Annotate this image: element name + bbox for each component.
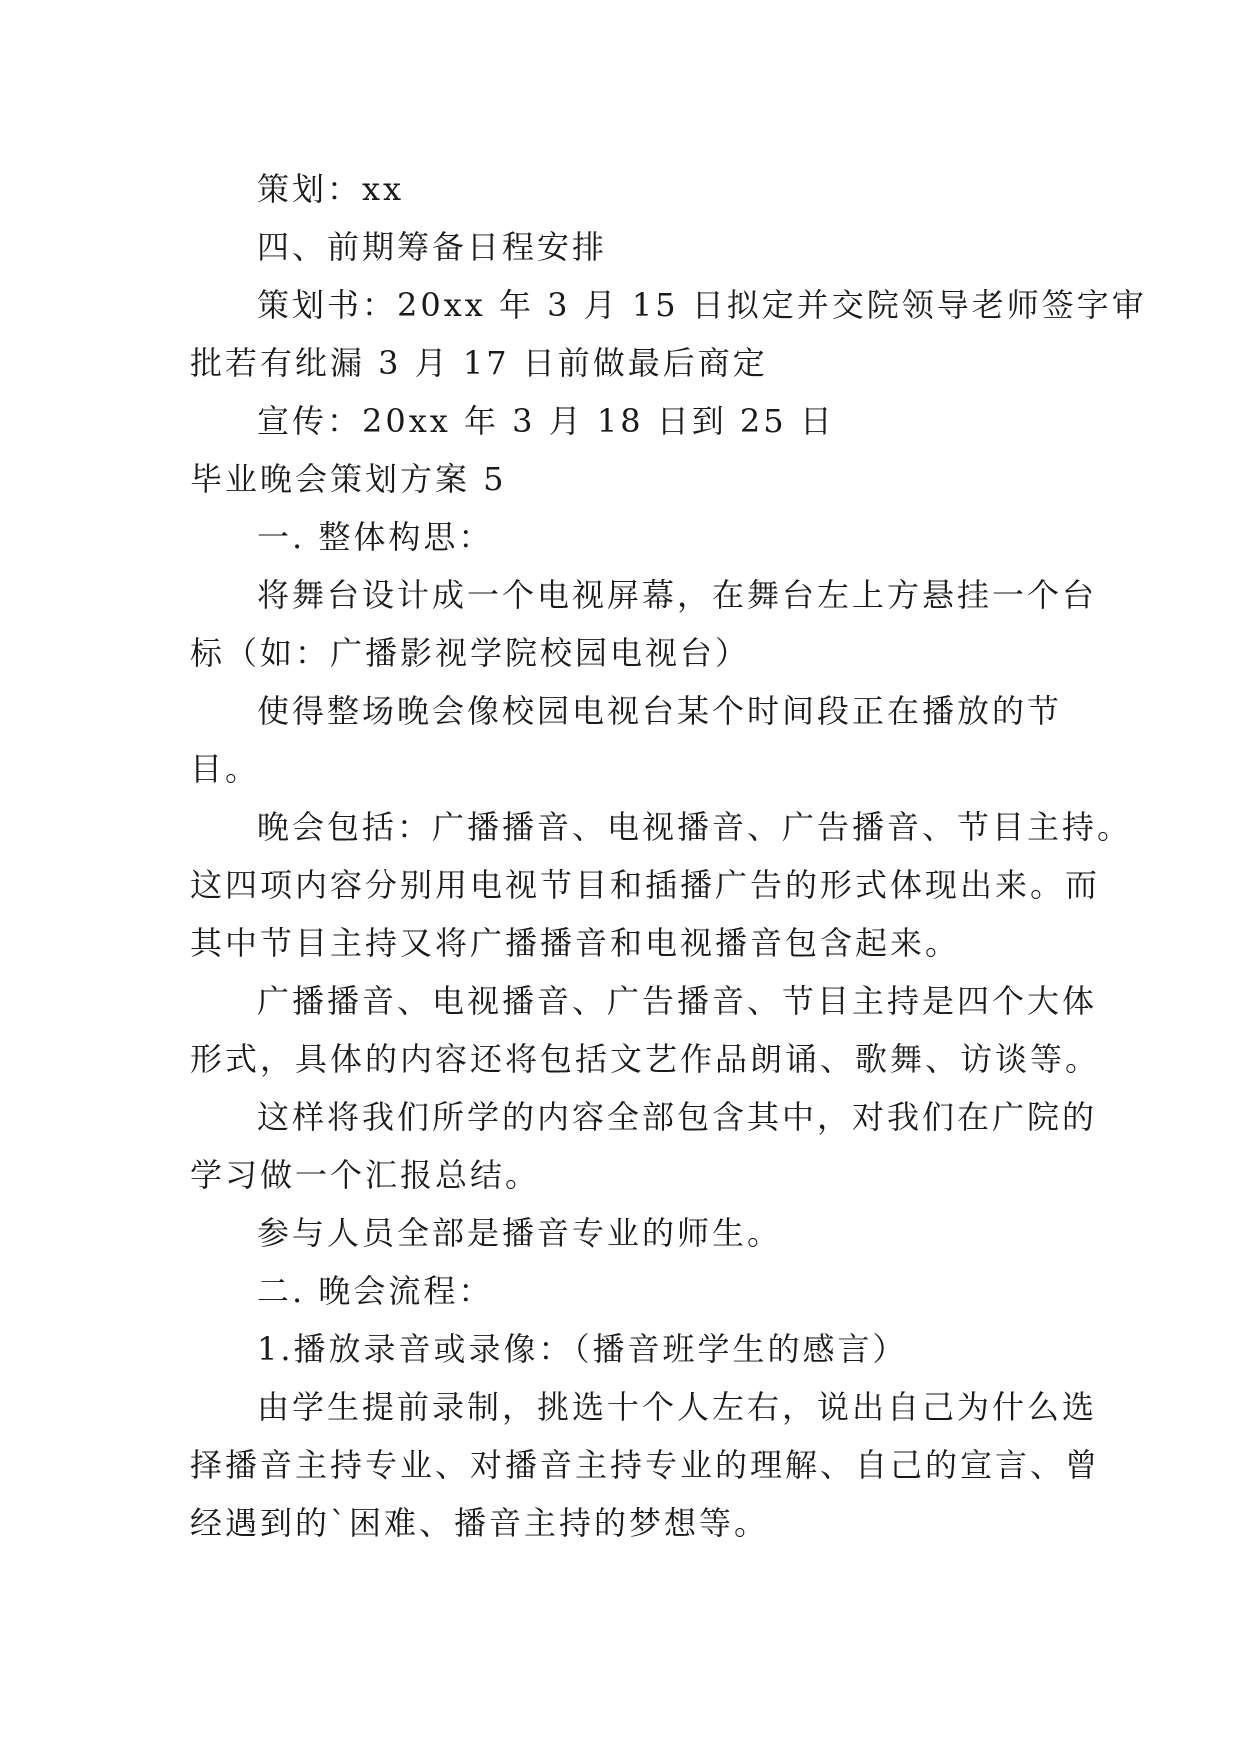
paragraph-line: 经遇到的`困难、播音主持的梦想等。 xyxy=(190,1504,770,1542)
list-item: 1.播放录音或录像：（播音班学生的感言） xyxy=(257,1330,908,1368)
paragraph-line: 由学生提前录制，挑选十个人左右，说出自己为什么选 xyxy=(257,1388,1098,1426)
section-heading-schedule: 四、前期筹备日程安排 xyxy=(257,228,608,266)
paragraph-line: 这四项内容分别用电视节目和插播广告的形式体现出来。而 xyxy=(190,866,1101,904)
paragraph-line: 将舞台设计成一个电视屏幕，在舞台左上方悬挂一个台 xyxy=(257,576,1098,614)
paragraph-line: 目。 xyxy=(190,750,261,788)
section-heading-flow: 二. 晚会流程： xyxy=(257,1272,494,1310)
paragraph-line: 使得整场晚会像校园电视台某个时间段正在播放的节 xyxy=(257,692,1063,730)
paragraph-line: 策划书：20xx 年 3 月 15 日拟定并交院领导老师签字审 xyxy=(257,286,1147,324)
paragraph-line: 广播播音、电视播音、广告播音、节目主持是四个大体 xyxy=(257,982,1098,1020)
document-title: 毕业晚会策划方案 5 xyxy=(190,460,507,498)
paragraph-line: 标（如：广播影视学院校园电视台） xyxy=(190,634,751,672)
paragraph-line: 宣传：20xx 年 3 月 18 日到 25 日 xyxy=(257,402,835,440)
section-heading-concept: 一. 整体构思： xyxy=(257,518,494,556)
document-body xyxy=(190,160,1147,1552)
paragraph-line: 晚会包括：广播播音、电视播音、广告播音、节目主持。 xyxy=(257,808,1133,846)
paragraph-line: 这样将我们所学的内容全部包含其中，对我们在广院的 xyxy=(257,1098,1098,1136)
paragraph-line: 批若有纰漏 3 月 17 日前做最后商定 xyxy=(190,344,768,382)
paragraph-line: 参与人员全部是播音专业的师生。 xyxy=(257,1214,783,1252)
planner-line: 策划：xx xyxy=(257,170,405,208)
paragraph-line: 学习做一个汇报总结。 xyxy=(190,1156,541,1194)
paragraph-line: 形式，具体的内容还将包括文艺作品朗诵、歌舞、访谈等。 xyxy=(190,1040,1101,1078)
paragraph-line: 其中节目主持又将广播播音和电视播音包含起来。 xyxy=(190,924,961,962)
paragraph-line: 择播音主持专业、对播音主持专业的理解、自己的宣言、曾 xyxy=(190,1446,1101,1484)
